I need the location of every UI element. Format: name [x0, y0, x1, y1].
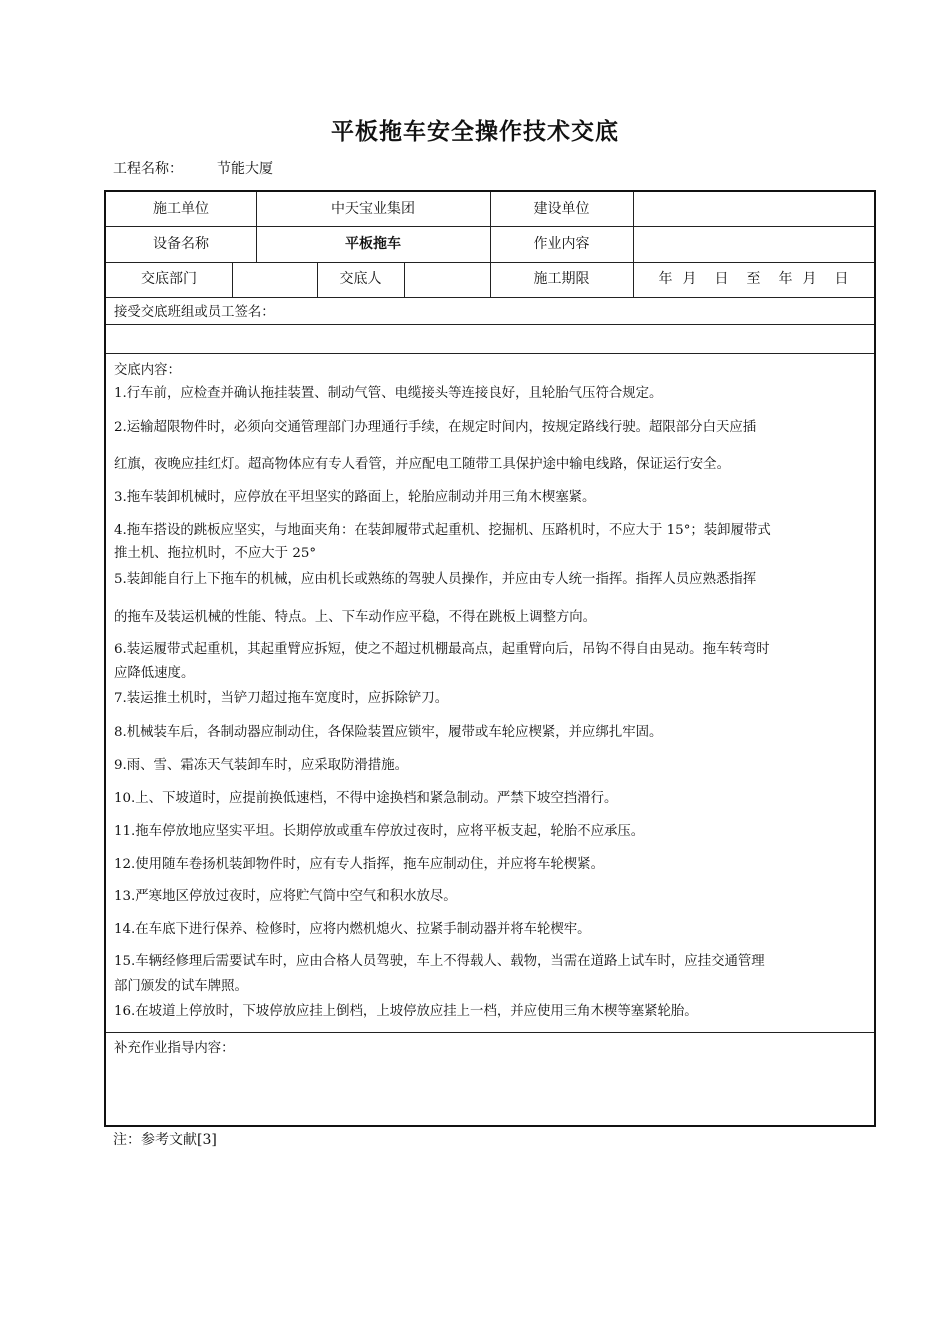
content-item: 12.使用随车卷扬机装卸物件时，应有专人指挥，拖车应制动住，并应将车轮楔紧。 [114, 857, 604, 872]
construction-unit-label: 施工单位 [153, 201, 209, 217]
content-item: 4.拖车搭设的跳板应坚实，与地面夹角：在装卸履带式起重机、挖掘机、压路机时，不应大于 15°；装卸履带式 [114, 523, 771, 538]
person-value[interactable] [404, 262, 490, 296]
content-item: 13.严寒地区停放过夜时，应将贮气筒中空气和积水放尽。 [114, 889, 457, 904]
content-item: 10.上、下坡道时，应提前换低速档，不得中途换档和紧急制动。严禁下坡空挡滑行。 [114, 791, 618, 806]
footnote: 注：参考文献[3] [113, 1132, 217, 1148]
person-label: 交底人 [339, 271, 382, 287]
builder-unit-value[interactable] [633, 192, 874, 226]
period-year: 年 [658, 271, 673, 287]
project-name [113, 158, 273, 178]
row-divider [106, 324, 874, 325]
period-month: 月 [682, 271, 697, 287]
period-year: 年 [778, 271, 793, 287]
content-item: 16.在坡道上停放时，下坡停放应挂上倒档，上坡停放应挂上一档，并应使用三角木楔等塞紧轮胎。 [114, 1004, 698, 1019]
content-item: 红旗，夜晚应挂红灯。超高物体应有专人看管，并应配电工随带工具保护途中输电线路，保证运行安全。 [114, 457, 730, 472]
content-item: 14.在车底下进行保养、检修时，应将内燃机熄火、拉紧手制动器并将车轮楔牢。 [114, 922, 591, 937]
page-title: 平板拖车安全操作技术交底 [331, 119, 619, 145]
equipment-label: 设备名称 [153, 236, 209, 252]
work-content-label: 作业内容 [533, 236, 590, 252]
equipment-value[interactable]: 平板拖车 [345, 236, 401, 252]
project-value: 节能大厦 [217, 161, 273, 177]
content-item: 6.装运履带式起重机，其起重臂应拆短，使之不超过机棚最高点，起重臂向后，吊钩不得自由晃动。拖车转弯时 [114, 642, 770, 657]
construction-unit-value[interactable]: 中天宝业集团 [331, 201, 415, 217]
content-item: 5.装卸能自行上下拖车的机械，应由机长或熟练的驾驶人员操作，并应由专人统一指挥。指挥人员应熟悉指挥 [114, 572, 757, 587]
content-item: 11.拖车停放地应坚实平坦。长期停放或重车停放过夜时，应将平板支起，轮胎不应承压。 [114, 824, 645, 839]
supplement-label: 补充作业指导内容： [114, 1041, 235, 1056]
content-item: 部门颁发的试车牌照。 [114, 979, 248, 994]
dept-label: 交底部门 [141, 271, 197, 287]
builder-unit-label: 建设单位 [533, 201, 590, 217]
content-item: 15.车辆经修理后需要试车时，应由合格人员驾驶，车上不得载人、载物，当需在道路上试车时，应挂交通管理 [114, 954, 765, 969]
row-divider [106, 297, 874, 298]
period-day: 日 [834, 271, 849, 287]
period-month: 月 [802, 271, 817, 287]
row-divider [106, 353, 874, 354]
content-item: 8.机械装车后，各制动器应制动住，各保险装置应锁牢，履带或车轮应楔紧，并应绑扎牢固。 [114, 725, 663, 740]
period-day: 日 [714, 271, 729, 287]
project-label: 工程名称： [113, 161, 183, 177]
period-value[interactable] [633, 262, 874, 296]
content-heading: 交底内容： [114, 363, 181, 378]
work-content-value[interactable] [633, 227, 874, 261]
content-item: 2.运输超限物件时，必须向交通管理部门办理通行手续，在规定时间内，按规定路线行驶。超限部分白天应插 [114, 420, 757, 435]
content-item: 推土机、拖拉机时，不应大于 25° [114, 546, 317, 561]
content-item: 1.行车前，应检查并确认拖挂装置、制动气管、电缆接头等连接良好，且轮胎气压符合规定。 [114, 386, 663, 401]
dept-value[interactable] [232, 262, 317, 296]
content-item: 应降低速度。 [114, 666, 195, 681]
content-item: 的拖车及装运机械的性能、特点。上、下车动作应平稳，不得在跳板上调整方向。 [114, 610, 597, 625]
content-item: 9.雨、雪、霜冻天气装卸车时，应采取防滑措施。 [114, 758, 408, 773]
signature-label: 接受交底班组或员工签名： [114, 305, 275, 320]
disclosure-form [104, 190, 876, 1127]
content-item: 3.拖车装卸机械时，应停放在平坦坚实的路面上，轮胎应制动并用三角木楔塞紧。 [114, 490, 596, 505]
period-label: 施工期限 [533, 271, 590, 287]
period-to: 至 [746, 271, 761, 287]
content-item: 7.装运推土机时，当铲刀超过拖车宽度时，应拆除铲刀。 [114, 691, 449, 706]
row-divider [106, 1032, 874, 1033]
